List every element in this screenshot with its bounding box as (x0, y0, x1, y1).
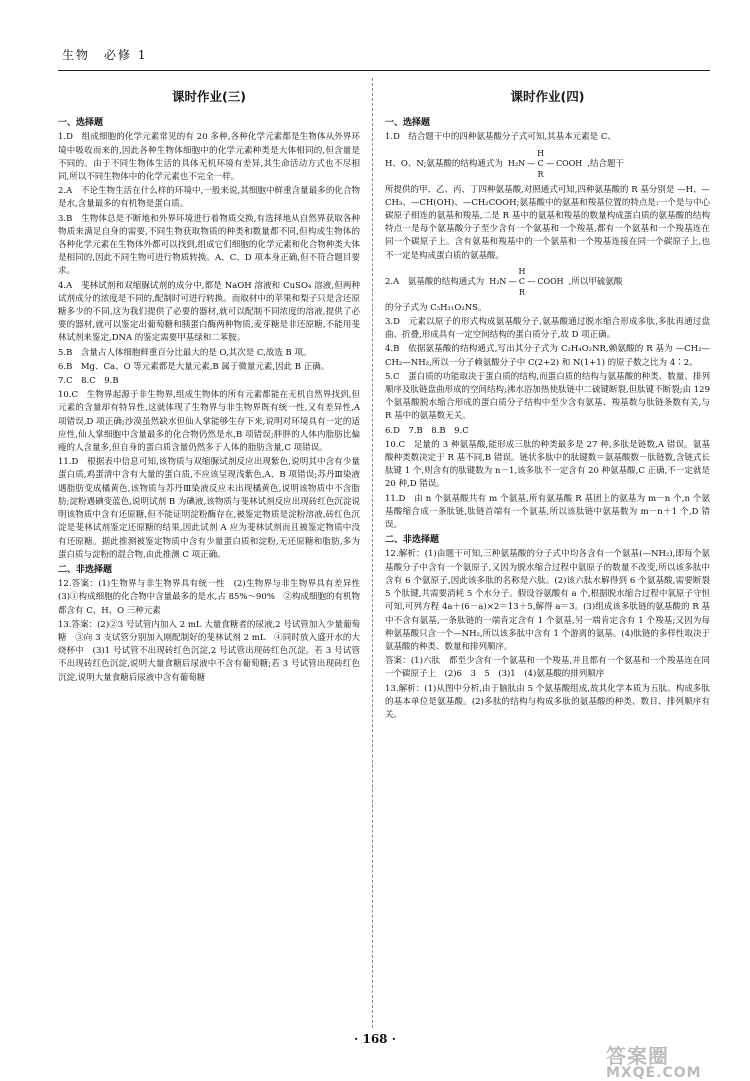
answer-item: 5.C 蛋白质的功能取决于蛋白质的结构,而蛋白质的结构与氨基酸的种类、数量、排列顺序及肽链盘曲形成的空间结构;沸水浴加热使肽链中二硫键断裂,但肽键不断裂;由 129 个氨基酸脱水缩合形成的蛋白质分子结构中至少含有氨基、羧基数与肽链条数有关,与 R 基中的氨基数无关。 (385, 371, 710, 422)
left-column-title: 课时作业(三) (172, 89, 246, 104)
header-rule (58, 70, 710, 71)
formula-suffix: ,结合题干 (587, 158, 624, 169)
right-section-nonchoice: 二、非选择题 (385, 535, 440, 546)
structural-formula-line (385, 267, 710, 298)
answer-item: 的分子式为 C₅H₁₁O₂NS。 (385, 302, 487, 313)
answer-item: 1.D 组成细胞的化学元素常见的有 20 多种,各种化学元素都是生物体从外界环境中吸收而来的,因此各种生物体细胞中的化学元素种类是大体相同的,但含量是不同的。由于不同生物体生活的具体无机环境有差异,其生命活动方式也不尽相同,所以不同生物体中的化学元素也不完全一样。 (58, 132, 360, 183)
amino-acid-general-formula: H H₂N — C — COOH R (507, 148, 583, 179)
answer-item: 1.D 结合题干中的四种氨基酸分子式可知,其基本元素是 C、 (385, 132, 616, 143)
right-section-choice: 一、选择题 (385, 118, 431, 129)
answer-item: 所提供的甲、乙、丙、丁四种氨基酸,对照通式可知,四种氨基酸的 R 基分别是 —H、—CH₃、—CH(OH)、—CH₂COOH;氨基酸中的氨基和羧基位置的特点是:一个是与中心碳原子相连的氨基和羧基,二是 R 基中的氨基和羧基的数量构成蛋白质的氨基酸的结构特点一是每个氨基酸分子至少含有一个氨基和一个羧基,都有一个氨基和一个羧基连在同一个碳原子上。含有氨基和羧基中的一个氨基和一个羧基连接在同一个碳原子上,也不一定是构成蛋白质的氨基酸。 (385, 184, 710, 261)
running-header: 生物 必修 1 (62, 48, 148, 62)
answer-item: 11.D 根据表中信息可知,该物质与双缩脲试剂反应出现紫色,说明其中含有少量蛋白质,鸡蛋清中含有大量的蛋白质,不应该呈现浅紫色,A、B 项错误;苏丹Ⅲ染液遇脂肪变成橘黄色,该物质与苏丹Ⅲ染液反应未出现橘黄色,说明该物质中不含脂肪;淀粉遇碘变蓝色,说明试剂 B 为碘液,该物质与斐林试剂反应出现砖红色沉淀说明该物质中含有还原糖,但不能证明淀粉酶存在,被鉴定物质是淀粉溶液,砖红色沉淀是斐林试剂鉴定还原糖的结果,因此试剂 A 应为斐林试剂而且被鉴定物质中没有还原糖。据此推测被鉴定物质中含有少量蛋白质和淀粉,无还原糖和脂肪,多为蛋白质与淀粉的混合物,由此推测 C 项正确。 (58, 457, 360, 560)
answer-item: 答案：(1)六肽 都至少含有一个氨基和一个羧基,并且都有一个氨基和一个羧基连在同一个碳原子上 (2)6 3 5 (3)1 (4)氨基酸的排列顺序 (385, 656, 710, 680)
right-column-title: 课时作业(四) (510, 89, 585, 104)
formula-suffix: ,所以甲硫氨酸 (568, 276, 623, 287)
answer-item: 7.C 8.C 9.B (58, 376, 119, 387)
answer-item: 5.B 含量占人体细胞鲜重百分比最大的是 O,其次是 C,故选 B 项。 (58, 347, 312, 358)
answer-item: 3.D 元素以原子的形式构成氨基酸分子,氨基酸通过脱水缩合形成多肽,多肽再通过盘曲、折叠,形成具有一定空间结构的蛋白质分子,故 D 项正确。 (385, 317, 710, 341)
formula-prefix: 2.A 氨基酸的结构通式为 (385, 276, 485, 287)
page-number: · 168 · (354, 1032, 396, 1046)
amino-acid-general-formula: H H₂N — C — COOH R (489, 266, 564, 297)
answer-item: 12.答案：(1)生物界与非生物界具有统一性 (2)生物界与非生物界具有差异性 (3)①构成细胞的化合物中含量最多的是水,占 85%～90% ②构成细胞的有机物都含有 C、H、O 三种元素 (58, 579, 369, 616)
formula-prefix: H、O、N;氨基酸的结构通式为 (385, 158, 503, 169)
answer-item: 3.B 生物体总是不断地和外界环境进行着物质交换,有选择地从自然界获取各种物质来满足自身的需要,不同生物获取物质的种类和数量都不同,但构成生物体的各种化学元素在生物体外都可以找到,组成它们细胞的化学元素和化合物种类大体是相同的,因此不同生物可进行物质转换。A、C、D 项本身正确,但不符合题目要求。 (58, 213, 360, 277)
left-column (58, 89, 369, 686)
answer-item: 4.B 依据氨基酸的结构通式,写出其分子式为 C₂H₄O₂NR,赖氨酸的 R 基为 —CH₂—CH₂—NH₂,所以一分子赖氨酸分子中 C(2+2) 和 N(1+1) 的原子数之比为 4∶2。 (385, 344, 710, 368)
left-section-choice: 一、选择题 (58, 118, 104, 129)
answer-item: 2.A 不论生物生活在什么样的环境中,一般来说,其细胞中鲜重含量最多的化合物是水,含量最多的有机物是蛋白质。 (58, 186, 360, 210)
answer-item: 10.C 生物界起源于非生物界,组成生物体的所有元素都能在无机自然界找到,但元素的含量却有特异性,这就体现了生物界与非生物界既有统一性,又有差异性,A 项错误,D 项正确;沙漠虽然缺水但仙人掌能够生存下来,说明对环境具有一定的适应性,仙人掌细胞中含量最多的化合物仍然是水,B 项错误;胖胖的人体内脂肪比偏瘦的人含量多,但自身的蛋白质含量仍然多于人体的脂肪含量,C 项错误。 (58, 390, 360, 454)
answer-item: 13.答案：(2)②3 号试管内加入 2 mL 大量食糖者的尿液,2 号试管加入少量葡萄糖 ③向 3 支试管分别加入刚配制好的斐林试剂 2 mL ④同时放入盛开水的大烧杯中 (3)1 号试管不出现砖红色沉淀,2 号试管出现砖红色沉淀。若 3 号试管不出现砖红色沉淀,说明大量食糖后尿液中不含有葡萄糖;若 3 号试管出现砖红色沉淀,说明大量食糖后尿液中含有葡萄糖 (58, 619, 360, 683)
answer-item: 6.D 7.B 8.B 9.C (385, 425, 469, 436)
answer-item: 6.B Mg、Ca、O 等元素都是大量元素,B 属于微量元素,因此 B 正确。 (58, 361, 330, 372)
answer-item: 10.C 足量的 3 种氨基酸,能形成三肽的种类最多是 27 种,多肽是链数,A 错误。氨基酸种类数决定于 R 基不同,B 错误。链状多肽中的肽键数＝氨基酸数－肽链数,含链式长肽键 1 个,则含有的肽键数为 n－1,该多肽不一定含有 20 种氨基酸,C 正确,不一定就是 20 种,D 错误。 (385, 439, 710, 490)
column-divider (372, 78, 373, 1028)
left-section-nonchoice: 二、非选择题 (58, 564, 113, 575)
structural-formula-line (385, 149, 710, 180)
watermark-logo: 答案圈 MXQE.COM (606, 1044, 702, 1081)
answer-item: 13.解析：(1)从图中分析,由于脑肽由 5 个氨基酸组成,故其化学本质为五肽。构成多肽的基本单位是氨基酸。(2)多肽的结构与构成多肽的氨基酸的种类、数目、排列顺序有关。 (385, 683, 710, 720)
answer-item: 4.A 斐林试剂和双缩脲试剂的成分中,都是 NaOH 溶液和 CuSO₄ 溶液,但两种试剂成分的浓度是不同的,配制时可进行转换。而取材中的苹果和梨子只是含还原糖多少的不同,这为我们提供了必要的器材,就可以配制不同浓度的溶液,提供了必要的器材,就可以鉴定出葡萄糖和胰蛋白酶两种物质,麦芽糖是非还原糖,不能用斐林试剂来鉴定,DNA 的鉴定需要甲基绿和二苯胺。 (58, 280, 360, 344)
answer-item: 11.D 由 n 个氨基酸共有 m 个氨基,所有氨基酸 R 基团上的氨基为 m－n 个,n 个氨基酸缩合成一条肽链,肽链首端有一个氨基,所以该肽链中氨基数为 m－n＋1 个,D 错误。 (385, 493, 710, 531)
right-column (385, 90, 710, 723)
answer-item: 12.解析：(1)由题干可知,三种氨基酸的分子式中均各含有一个氨基(—NH₂),即每个氨基酸分子中含有一个氨原子,又因为脱水缩合过程中氨原子的数量不改变,所以该多肽中含有 6 个氨原子,因此该多肽的名称是六肽。(2)该六肽水解得到 6 个氨基酸,需要断裂 5 个肽键,共需要消耗 5 个水分子。假设谷氨酸有 a 个,根据脱水缩合过程中氧原子守恒可知,可列方程 4a＋(6－a)×2＝13＋5,解得 a＝3。(3)组成该多肽链的氨基酸的 R 基中不含有氨基,一条肽链的一端肯定含有 1 个氨基,另一端肯定含有 1 个羧基;又因为每种氨基酸只含一个—NH₂,所以该多肽中含有 1 个游离的氨基。(4)肽链的多样性取决于氨基酸的种类、数量和排列顺序。 (385, 549, 710, 652)
